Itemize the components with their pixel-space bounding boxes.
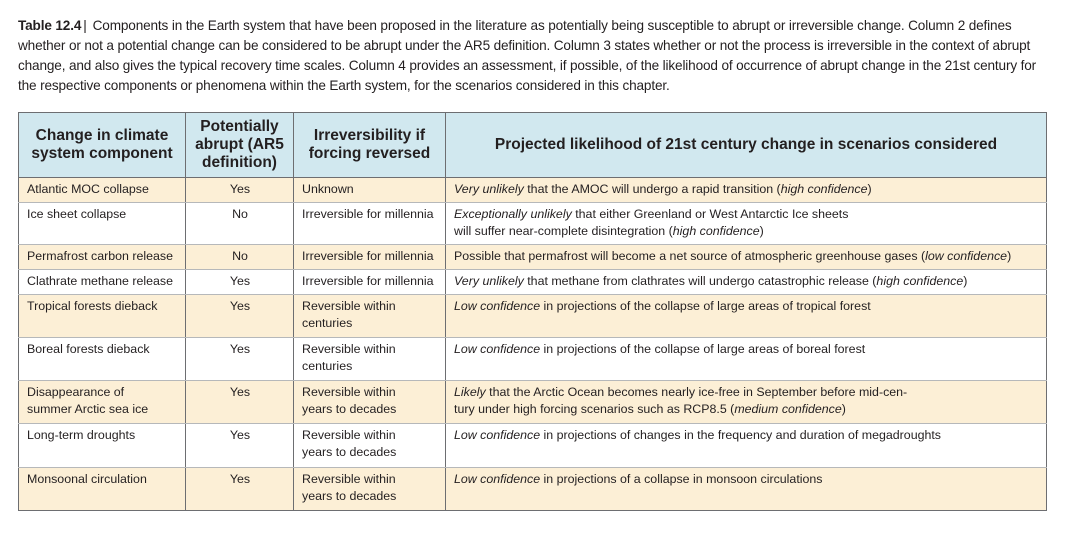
italic-text: Likely xyxy=(454,385,486,399)
cell-line: Irreversible for millennia xyxy=(302,207,434,221)
cell-abrupt: Yes xyxy=(186,295,294,338)
text-segment: that methane from clathrates will undergo catastrophic release ( xyxy=(523,274,877,288)
table-row xyxy=(19,468,1047,511)
cell-component xyxy=(19,245,186,270)
cell-likelihood xyxy=(446,295,1047,338)
italic-text: high confidence xyxy=(780,182,868,196)
cell-line: Ice sheet collapse xyxy=(27,207,127,221)
cell-component xyxy=(19,468,186,511)
text-segment: tury under high forcing scenarios such as RCP8.5 ( xyxy=(454,402,735,416)
cell-component xyxy=(19,203,186,245)
cell-likelihood xyxy=(446,468,1047,511)
cell-line: Boreal forests dieback xyxy=(27,342,150,356)
text-segment: will suffer near-complete disintegration ( xyxy=(454,224,673,238)
text-segment: ) xyxy=(759,224,764,238)
header-line: Change in climate xyxy=(35,127,169,144)
caption-text: Components in the Earth system that have been proposed in the literature as potentially being susceptible to abrupt or irreversible change. Column 2 defines whether or not a potential change can be considered to be abrupt under the AR5 definition. Column 3 states whether or not the process is irreversible in the context of abrupt change, and also gives the typical recovery time scales. Column 4 provides an assessment, if possible, of the likelihood of occurrence of abrupt change in the 21st century for the respective components or phenomena within the Earth system, for the scenarios considered in this chapter. xyxy=(18,18,1037,93)
cell-line: Atlantic MOC collapse xyxy=(27,182,149,196)
cell-abrupt: Yes xyxy=(186,270,294,295)
header-line: Potentially xyxy=(200,118,279,135)
italic-text: Very unlikely xyxy=(454,274,524,288)
italic-text: Low confidence xyxy=(454,299,541,313)
cell-likelihood xyxy=(446,424,1047,468)
cell-line: Disappearance of xyxy=(27,385,125,399)
table-row xyxy=(19,270,1047,295)
header-line: forcing reversed xyxy=(308,145,431,162)
text-segment: that either Greenland or West Antarctic Ice sheets xyxy=(571,207,849,221)
cell-line: Reversible within xyxy=(302,385,396,399)
cell-line: Monsoonal circulation xyxy=(27,472,147,486)
cell-component xyxy=(19,381,186,424)
cell-line: Reversible within xyxy=(302,299,396,313)
italic-text: Low confidence xyxy=(454,472,541,486)
cell-component xyxy=(19,424,186,468)
text-segment: in projections of the collapse of large areas of boreal forest xyxy=(540,342,866,356)
table-row xyxy=(19,295,1047,338)
cell-abrupt: No xyxy=(186,203,294,245)
header-likelihood xyxy=(446,113,1047,178)
cell-line: centuries xyxy=(302,316,353,330)
table-label: Table 12.4 xyxy=(18,18,82,33)
text-segment: that the Arctic Ocean becomes nearly ice-free in September before mid-cen- xyxy=(485,385,908,399)
cell-irreversibility xyxy=(294,245,446,270)
cell-line: centuries xyxy=(302,359,353,373)
cell-line: Long-term droughts xyxy=(27,428,136,442)
cell-line: Tropical forests dieback xyxy=(27,299,158,313)
cell-line: Reversible within xyxy=(302,428,396,442)
header-irreversibility xyxy=(294,113,446,178)
cell-line: summer Arctic sea ice xyxy=(27,402,149,416)
header-line: definition) xyxy=(202,154,277,171)
italic-text: Exceptionally unlikely xyxy=(454,207,572,221)
cell-abrupt: Yes xyxy=(186,178,294,203)
cell-component xyxy=(19,270,186,295)
cell-irreversibility xyxy=(294,338,446,381)
cell-abrupt: Yes xyxy=(186,338,294,381)
cell-line: Clathrate methane release xyxy=(27,274,174,288)
cell-likelihood xyxy=(446,381,1047,424)
header-line: system component xyxy=(31,145,173,162)
table-caption xyxy=(18,16,1050,96)
header-line: Irreversibility if xyxy=(313,127,426,144)
cell-irreversibility xyxy=(294,203,446,245)
table-row xyxy=(19,178,1047,203)
table-row xyxy=(19,203,1047,245)
italic-text: low confidence xyxy=(925,249,1008,263)
cell-component xyxy=(19,178,186,203)
cell-likelihood xyxy=(446,270,1047,295)
italic-text: Low confidence xyxy=(454,342,541,356)
header-row xyxy=(19,113,1047,178)
table-row xyxy=(19,245,1047,270)
cell-abrupt: Yes xyxy=(186,381,294,424)
cell-likelihood xyxy=(446,338,1047,381)
text-segment: that the AMOC will undergo a rapid transition ( xyxy=(523,182,781,196)
italic-text: high confidence xyxy=(876,274,964,288)
text-segment: in projections of the collapse of large areas of tropical forest xyxy=(540,299,871,313)
text-segment: in projections of a collapse in monsoon circulations xyxy=(540,472,823,486)
cell-likelihood xyxy=(446,203,1047,245)
table-body xyxy=(19,178,1047,511)
cell-likelihood xyxy=(446,178,1047,203)
cell-line: years to decades xyxy=(302,445,397,459)
cell-line: Irreversible for millennia xyxy=(302,249,434,263)
text-segment: ) xyxy=(1007,249,1012,263)
cell-component xyxy=(19,295,186,338)
cell-likelihood xyxy=(446,245,1047,270)
text-segment: ) xyxy=(867,182,872,196)
italic-text: medium confidence xyxy=(734,402,842,416)
abrupt-change-table xyxy=(18,112,1047,511)
cell-line: years to decades xyxy=(302,489,397,503)
cell-abrupt: Yes xyxy=(186,468,294,511)
table-row xyxy=(19,381,1047,424)
cell-irreversibility xyxy=(294,381,446,424)
table-row xyxy=(19,338,1047,381)
italic-text: Low confidence xyxy=(454,428,541,442)
caption-separator: | xyxy=(83,18,87,33)
cell-irreversibility xyxy=(294,468,446,511)
header-line: abrupt (AR5 xyxy=(195,136,284,153)
cell-irreversibility xyxy=(294,295,446,338)
cell-line: Unknown xyxy=(302,182,354,196)
table-row xyxy=(19,424,1047,468)
cell-component xyxy=(19,338,186,381)
text-segment: ) xyxy=(841,402,846,416)
cell-line: Reversible within xyxy=(302,472,396,486)
cell-irreversibility xyxy=(294,178,446,203)
cell-abrupt: No xyxy=(186,245,294,270)
header-line: Projected likelihood of 21st century change in scenarios considered xyxy=(494,136,998,153)
text-segment: in projections of changes in the frequency and duration of megadroughts xyxy=(540,428,942,442)
italic-text: high confidence xyxy=(672,224,760,238)
text-segment: ) xyxy=(963,274,968,288)
cell-line: years to decades xyxy=(302,402,397,416)
cell-line: Irreversible for millennia xyxy=(302,274,434,288)
cell-irreversibility xyxy=(294,270,446,295)
cell-abrupt: Yes xyxy=(186,424,294,468)
cell-line: Permafrost carbon release xyxy=(27,249,174,263)
cell-line: Reversible within xyxy=(302,342,396,356)
italic-text: Very unlikely xyxy=(454,182,524,196)
cell-irreversibility xyxy=(294,424,446,468)
header-abrupt xyxy=(186,113,294,178)
header-component xyxy=(19,113,186,178)
text-segment: Possible that permafrost will become a net source of atmospheric greenhouse gases ( xyxy=(454,249,926,263)
